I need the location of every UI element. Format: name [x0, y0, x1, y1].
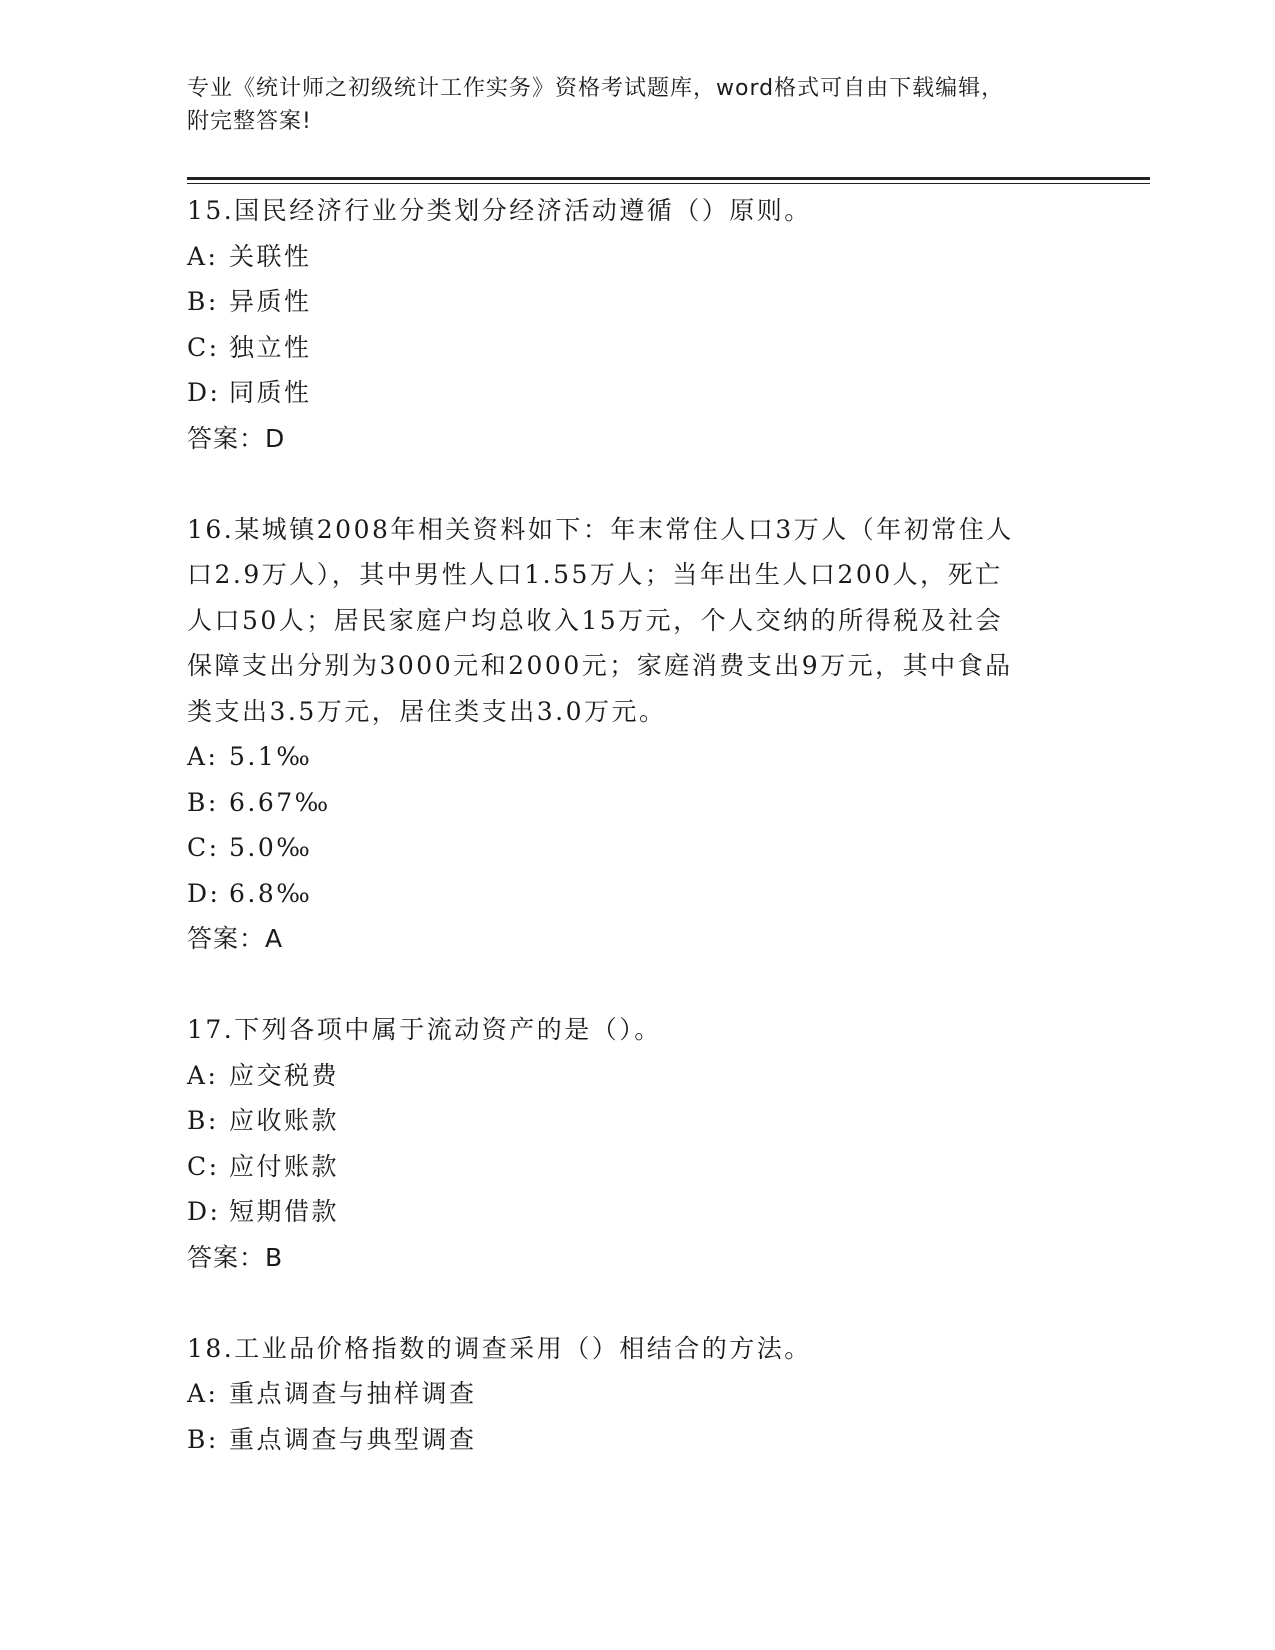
option-key: D: [187, 378, 221, 407]
option-key: C: [187, 833, 220, 862]
option-d [187, 871, 1087, 917]
option-a [187, 1053, 1087, 1099]
option-text: 重点调查与典型调查 [229, 1424, 477, 1454]
option-text: 应交税费 [229, 1060, 340, 1090]
option-b [187, 1098, 1087, 1144]
option-key: B: [187, 1106, 219, 1135]
question-15 [187, 188, 1087, 507]
option-text: 5.0‰ [229, 833, 313, 862]
question-stem-line: 16.某城镇2008年相关资料如下：年末常住人口3万人（年初常住人 [187, 514, 1014, 544]
option-text: 独立性 [229, 332, 312, 362]
option-b [187, 279, 1087, 325]
option-text: 应付账款 [229, 1151, 340, 1181]
question-spacer [187, 962, 1087, 1008]
option-text: 短期借款 [229, 1197, 340, 1226]
option-c [187, 825, 1087, 871]
option-text: 异质性 [229, 287, 312, 316]
option-text: 6.67‰ [229, 787, 331, 817]
question-spacer [187, 461, 1087, 507]
option-key: A: [187, 742, 219, 771]
question-stem-line: 18.工业品价格指数的调查采用（）相结合的方法。 [187, 1333, 812, 1363]
question-stem [187, 507, 1087, 735]
option-a [187, 1371, 1087, 1417]
option-key: B: [187, 787, 219, 817]
option-key: A: [187, 1379, 219, 1408]
option-a [187, 234, 1087, 280]
answer: 答案：A [187, 924, 284, 953]
header-divider-thin [187, 183, 1150, 184]
option-a [187, 734, 1087, 780]
option-b [187, 1417, 1087, 1463]
answer: 答案：B [187, 1242, 284, 1272]
question-stem-line: 15.国民经济行业分类划分经济活动遵循（）原则。 [187, 196, 812, 225]
header-line-2: 附完整答案! [187, 109, 312, 134]
option-text: 5.1‰ [229, 742, 313, 771]
option-c [187, 1144, 1087, 1190]
question-18 [187, 1326, 1087, 1463]
question-stem-line: 口2.9万人），其中男性人口1.55万人；当年出生人口200人，死亡 [187, 560, 1003, 589]
option-text: 应收账款 [229, 1106, 340, 1135]
question-stem [187, 1007, 1087, 1053]
question-16 [187, 507, 1087, 1008]
option-text: 6.8‰ [229, 878, 313, 908]
document-header [187, 72, 1087, 138]
option-d [187, 1189, 1087, 1235]
option-c [187, 325, 1087, 371]
header-line-1: 专业《统计师之初级统计工作实务》资格考试题库，word格式可自由下载编辑， [187, 76, 1005, 101]
question-17 [187, 1007, 1087, 1326]
question-list [187, 188, 1087, 1462]
option-d [187, 370, 1087, 416]
question-stem-line: 17.下列各项中属于流动资产的是（）。 [187, 1015, 662, 1044]
option-text: 同质性 [229, 378, 312, 407]
option-key: D: [187, 1197, 221, 1226]
option-key: B: [187, 287, 219, 316]
option-key: A: [187, 1060, 219, 1090]
question-stem-line: 人口50人；居民家庭户均总收入15万元，个人交纳的所得税及社会 [187, 605, 1004, 635]
option-key: B: [187, 1424, 219, 1454]
option-key: A: [187, 241, 219, 271]
question-stem-line: 类支出3.5万元，居住类支出3.0万元。 [187, 696, 667, 726]
option-key: C: [187, 332, 220, 362]
question-spacer [187, 1280, 1087, 1326]
option-text: 重点调查与抽样调查 [229, 1379, 477, 1408]
option-b [187, 780, 1087, 826]
header-divider-thick [187, 177, 1150, 180]
option-text: 关联性 [229, 241, 312, 271]
answer: 答案：D [187, 423, 286, 453]
question-stem [187, 1326, 1087, 1372]
option-key: C: [187, 1151, 220, 1181]
option-key: D: [187, 878, 221, 908]
question-stem [187, 188, 1087, 234]
question-stem-line: 保障支出分别为3000元和2000元；家庭消费支出9万元，其中食品 [187, 651, 1013, 680]
